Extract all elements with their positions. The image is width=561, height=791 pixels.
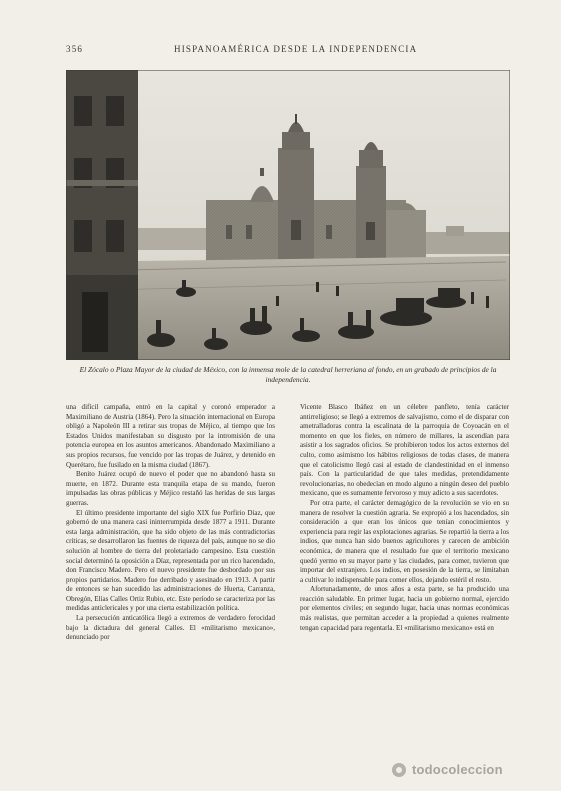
watermark-text: todocoleccion	[412, 762, 503, 777]
zocalo-engraving	[66, 70, 510, 360]
paragraph: Afortunadamente, de unos años a esta parte, se ha producido una reacción saludable. En primer lugar, hacia un gobierno normal, ejercido por elementos civiles; en segundo lugar, hacia unas normas económicas más realistas, que permitan acceder a la propiedad a quienes realmente tengan capacidad para regentarla. El «militarismo mexicano» está en	[300, 585, 509, 632]
right-column	[300, 403, 509, 633]
running-header	[66, 44, 510, 58]
figure-caption: El Zócalo o Plaza Mayor de la ciudad de México, con la inmensa mole de la catedral herreriana al fondo, en un grabado de principios de la independencia.	[79, 365, 497, 385]
paragraph: Vicente Blasco Ibáñez en un célebre panfleto, tenía carácter antirreligioso; se llegó a extremos de salvajismo, como el de disparar con ametralladoras contra la escalinata de la parroquia de Coyoacán en el momento en que los fieles, en número de millares, la ascendían para asistir a los sagrados oficios. Se prohibieron todos los actos externos del culto, como asimismo los hábitos religiosos de todas clases, de manera que el catolicismo llegó casi al estado de clandestinidad en el inmenso país. Con la particularidad de que tales medidas, pretendidamente revolucionarias, no obedecían en modo alguno a ningún deseo del pueblo mexicano, que es sumamente fervoroso y muy adicto a sus sacerdotes.	[300, 403, 509, 498]
paragraph: Benito Juárez ocupó de nuevo el poder que no abandonó hasta su muerte, en 1872. Durante esta tranquila etapa de su mando, fueron impulsadas las obras públicas y Méjico restañó las heridas de sus largas guerras.	[66, 470, 275, 507]
left-column	[66, 403, 275, 643]
paragraph: El último presidente importante del siglo XIX fue Porfirio Díaz, que gobernó de una manera casi ininterrumpida desde 1877 a 1911. Durante esta larga administración, que ha sido objeto de las más contradictorias críticas, se desarrollaron las fuentes de riqueza del país, aunque no se dio solución al hombre de tierra del proletariado campesino. Esta cuestión social determinó la oposición a Díaz, representada por un rico hacendado, don Francisco Madero. Pero el nuevo presidente fue desbordado por sus propios partidarios. Madero fue derribado y asesinado en 1913. A partir de entonces se han sucedido las administraciones de Huerta, Carranza, Obregón, Elías Calles Ortiz Rubio, etc. Este período se caracteriza por las medidas anticlericales y por una cierta estabilización política.	[66, 508, 275, 613]
paragraph: una difícil campaña, entró en la capital y coronó emperador a Maximiliano de Austria (1864). Pero la situación internacional en Europa obligó a Napoleón III a retirar sus tropas de Méjico, al tiempo que los Estados Unidos manifestaban su disgusto por la intromisión de una potencia europea en los asuntos americanos. Abandonado Maximiliano a sus propios recursos, fue vencido por las tropas de Juárez, y detenido en Querétaro, fue fusilado en la misma ciudad (1867).	[66, 403, 275, 469]
page-number: 356	[66, 44, 84, 54]
watermark	[392, 762, 552, 780]
engraving-illustration	[66, 70, 510, 360]
paragraph: Por otra parte, el carácter demagógico de la revolución se vio en su manera de resolver la cuestión agraria. Se expropió a los hacendados, sin consideración a que eran los únicos que tenían conocimientos y experiencia para regir las explotaciones agrarias. Se repartió la tierra a los indios, que nunca han sido buenos agricultores y carecen de ambición económica, de manera que el resultado fue que el territorio mexicano quedó yermo en su mayor parte y las ciudades, para comer, tuvieron que importar del extranjero. Los indios, en posesión de la tierra, se limitaban a cultivar lo indispensable para comer ellos, dejando estéril el resto.	[300, 498, 509, 584]
watermark-logo-icon	[392, 763, 406, 777]
paragraph: La persecución anticatólica llegó a extremos de verdadero ferocidad bajo la dictadura del general Calles. El «militarismo mexicano», denunciado por	[66, 614, 275, 642]
running-title: HISPANOAMÉRICA DESDE LA INDEPENDENCIA	[174, 44, 418, 54]
